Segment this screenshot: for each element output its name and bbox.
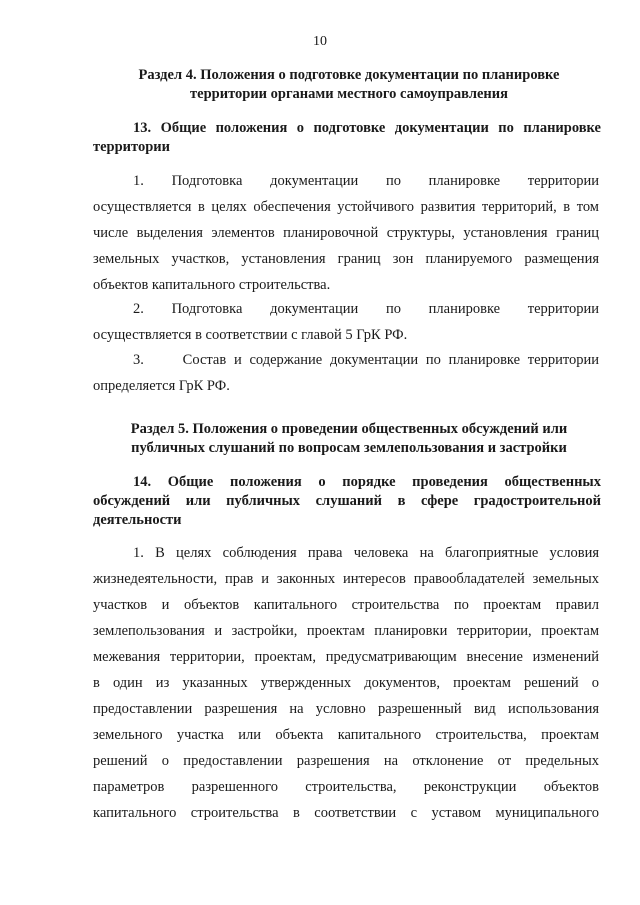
section-4-heading-line-1: Раздел 4. Положения о подготовке документации по планировке — [138, 67, 560, 83]
paragraph-line: 2. Подготовка документации по планировке территории — [133, 301, 599, 317]
paragraph-line: определяется ГрК РФ. — [93, 378, 230, 394]
article-13-heading-line-2: территории — [93, 139, 170, 155]
article-13-heading-line-1: 13. Общие положения о подготовке документации по планировке — [133, 120, 601, 136]
article-14-heading-line-2: обсуждений или публичных слушаний в сфере градостроительной — [93, 493, 601, 509]
paragraph-line: предоставлении разрешения на условно разрешенный вид использования — [93, 701, 599, 717]
paragraph-line: 1. В целях соблюдения права человека на благоприятные условия — [133, 545, 599, 561]
paragraph-line: капитального строительства в соответствии с уставом муниципального — [93, 805, 599, 821]
section-5-heading-line-1: Раздел 5. Положения о проведении общественных обсуждений или — [130, 421, 568, 437]
paragraph-line: земельных участков, установления границ зон планируемого размещения — [93, 251, 599, 267]
paragraph-line: осуществляется в целях обеспечения устойчивого развития территорий, в том — [93, 199, 599, 215]
article-13-heading — [93, 119, 601, 157]
article-14-heading — [93, 473, 601, 530]
paragraph-line: решений о предоставлении разрешения на отклонение от предельных — [93, 753, 599, 769]
article-13-paragraph-3 — [93, 347, 599, 399]
paragraph-line: землепользования и застройки, проектам планировки территории, проектам — [93, 623, 599, 639]
paragraph-line: земельного участка или объекта капитального строительства, проектам — [93, 727, 599, 743]
paragraph-line: числе выделения элементов планировочной структуры, установления границ — [93, 225, 599, 241]
paragraph-line: в один из указанных утвержденных документов, проектам решений о — [93, 675, 599, 691]
paragraph-line: межевания территории, проектам, предусматривающим внесение изменений — [93, 649, 599, 665]
section-4-heading-line-2: территории органами местного самоуправления — [190, 86, 508, 102]
paragraph-line: жизнедеятельности, прав и законных интересов правообладателей земельных — [93, 571, 599, 587]
paragraph-line: осуществляется в соответствии с главой 5 ГрК РФ. — [93, 327, 408, 343]
article-14-heading-line-3: деятельности — [93, 512, 182, 528]
section-5-heading-line-2: публичных слушаний по вопросам землепользования и застройки — [131, 440, 567, 456]
paragraph-line: участков и объектов капитального строительства по проектам правил — [93, 597, 599, 613]
article-13-paragraph-1 — [93, 168, 599, 298]
section-5-heading — [80, 420, 618, 458]
article-14-paragraph-1 — [93, 540, 599, 826]
article-14-heading-line-1: 14. Общие положения о порядке проведения общественных — [133, 474, 601, 490]
page-number: 10 — [313, 34, 327, 49]
paragraph-line: 3. Состав и содержание документации по планировке территории — [133, 352, 599, 368]
paragraph-line: объектов капитального строительства. — [93, 277, 331, 293]
article-13-paragraph-2 — [93, 296, 599, 348]
paragraph-line: параметров разрешенного строительства, реконструкции объектов — [93, 779, 599, 795]
section-4-heading — [90, 66, 608, 104]
paragraph-line: 1. Подготовка документации по планировке территории — [133, 173, 599, 189]
